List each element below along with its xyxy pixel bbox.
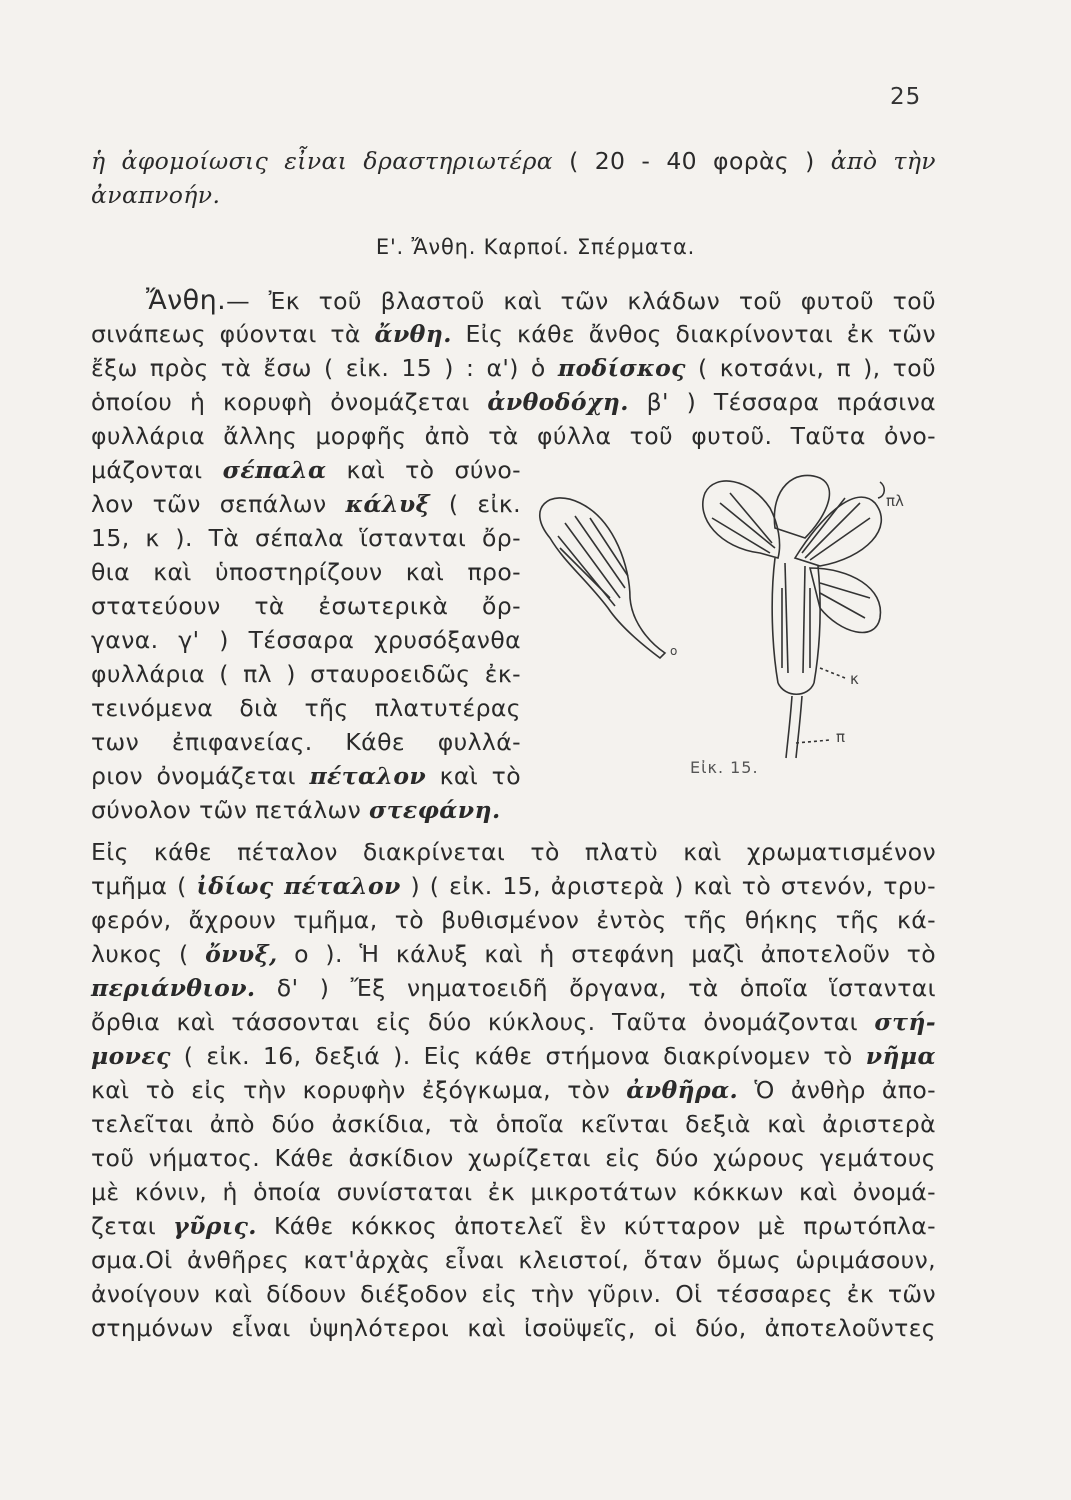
flower-drawing (703, 475, 882, 758)
narrow-line: φυλλάρια ( πλ ) σταυροειδῶς ἐκ- (91, 660, 521, 688)
text-line: μὲ κόνιν, ἡ ὁποία συνίσταται ἐκ μικροτάτων κόκκων καὶ ὀνομά- (91, 1178, 936, 1206)
narrow-line: των ἐπιφανείας. Κάθε φυλλά- (91, 728, 521, 756)
narrow-line: 15, κ ). Τὰ σέπαλα ἵστανται ὄρ- (91, 524, 521, 552)
narrow-line: μάζονται σέπαλα καὶ τὸ σύνο- (91, 456, 522, 484)
flower-illustration (520, 448, 940, 793)
text-line: τοῦ νήματος. Κάθε ἀσκίδιον χωρίζεται εἰς δύο χώρους γεμάτους (91, 1144, 936, 1172)
section-heading: Ε'. Ἄνθη. Καρποί. Σπέρματα. (375, 235, 696, 259)
narrow-line: ριον ὀνομάζεται πέταλον καὶ τὸ (91, 762, 521, 790)
text-line: ἀνοίγουν καὶ δίδουν διέξοδον εἰς τὴν γῦριν. Οἱ τέσσαρες ἐκ τῶν (91, 1280, 936, 1308)
text-line-1: ἡ ἀφομοίωσις εἶναι δραστηριωτέρα ( 20 - 40 φορὰς ) ἀπὸ τὴν (91, 147, 936, 175)
para1-line-2: σινάπεως φύονται τὰ ἄνθη. Εἰς κάθε ἄνθος διακρίνονται ἐκ τῶν (91, 320, 936, 348)
label-calyx: κ (850, 670, 859, 688)
label-stalk: π (836, 728, 846, 746)
leader-calyx (820, 668, 845, 678)
leader-petal (878, 482, 884, 498)
label-claw: ο (670, 644, 678, 658)
label-petal: πλ (886, 492, 904, 510)
text-line: ζεται γῦρις. Κάθε κόκκος ἀποτελεῖ ἓν κύτταρον μὲ πρωτόπλα- (91, 1212, 936, 1240)
text-line: στημόνων εἶναι ὑψηλότεροι καὶ ἰσοϋψεῖς, οἱ δύο, ἀποτελοῦντες (91, 1314, 936, 1342)
text-line: τελεῖται ἀπὸ δύο ἀσκίδια, τὰ ὁποῖα κεῖνται δεξιὰ καὶ ἀριστερὰ (91, 1110, 936, 1138)
text-line: λυκος ( ὄνυξ, ο ). Ἡ κάλυξ καὶ ἡ στεφάνη μαζὶ ἀποτελοῦν τὸ (91, 940, 936, 968)
narrow-line: τεινόμενα διὰ τῆς πλατυτέρας (91, 694, 521, 722)
para1-line-4: ὁποίου ἡ κορυφὴ ὀνομάζεται ἀνθοδόχη. β' ) Τέσσαρα πράσινα (91, 388, 936, 416)
narrow-line: θια καὶ ὑποστηρίζουν καὶ προ- (91, 558, 521, 586)
text-line: καὶ τὸ εἰς τὴν κορυφὴν ἐξόγκωμα, τὸν ἀνθῆρα. Ὁ ἀνθὴρ ἀπο- (91, 1076, 936, 1104)
narrow-line: σύνολον τῶν πετάλων στεφάνη. (91, 796, 501, 824)
detached-petal-drawing (540, 498, 665, 658)
para1-line-3: ἔξω πρὸς τὰ ἔσω ( εἰκ. 15 ) : α') ὁ ποδίσκος ( κοτσάνι, π ), τοῦ (91, 354, 936, 382)
figure-caption: Εἰκ. 15. (690, 758, 759, 777)
narrow-line: λον τῶν σεπάλων κάλυξ ( εἰκ. (91, 490, 522, 518)
text-line: ὄρθια καὶ τάσσονται εἰς δύο κύκλους. Ταῦτα ὀνομάζονται στή- (91, 1008, 936, 1036)
para1-line-5: φυλλάρια ἄλλης μορφῆς ἀπὸ τὰ φύλλα τοῦ φυτοῦ. Ταῦτα ὀνο- (91, 422, 936, 450)
para1-line-1: Ἄνθη.— Ἐκ τοῦ βλαστοῦ καὶ τῶν κλάδων τοῦ φυτοῦ τοῦ (146, 285, 936, 316)
narrow-line: γανα. γ' ) Τέσσαρα χρυσόξανθα (91, 626, 521, 654)
narrow-line: στατεύουν τὰ ἐσωτερικὰ ὄρ- (91, 592, 521, 620)
page-number: 25 (890, 84, 922, 110)
leader-stalk (796, 740, 830, 743)
text-line: περιάνθιον. δ' ) Ἔξ νηματοειδῆ ὄργανα, τὰ ὁποῖα ἵστανται (91, 974, 936, 1002)
flower-figure (520, 448, 940, 793)
text-line: μονες ( εἰκ. 16, δεξιά ). Εἰς κάθε στήμονα διακρίνομεν τὸ νῆμα (91, 1042, 936, 1070)
text-line: φερόν, ἄχρουν τμῆμα, τὸ βυθισμένον ἐντὸς τῆς θήκης τῆς κά- (91, 906, 936, 934)
text-line: τμῆμα ( ἰδίως πέταλον ) ( εἰκ. 15, ἀριστερὰ ) καὶ τὸ στενόν, τρυ- (91, 872, 936, 900)
text-line: σμα.Οἱ ἀνθῆρες κατ'ἀρχὰς εἶναι κλειστοί, ὅταν ὅμως ὡριμάσουν, (91, 1246, 936, 1274)
text-line-2: ἀναπνοήν. (91, 181, 221, 209)
text-line: Εἰς κάθε πέταλον διακρίνεται τὸ πλατὺ καὶ χρωματισμένον (91, 838, 936, 866)
